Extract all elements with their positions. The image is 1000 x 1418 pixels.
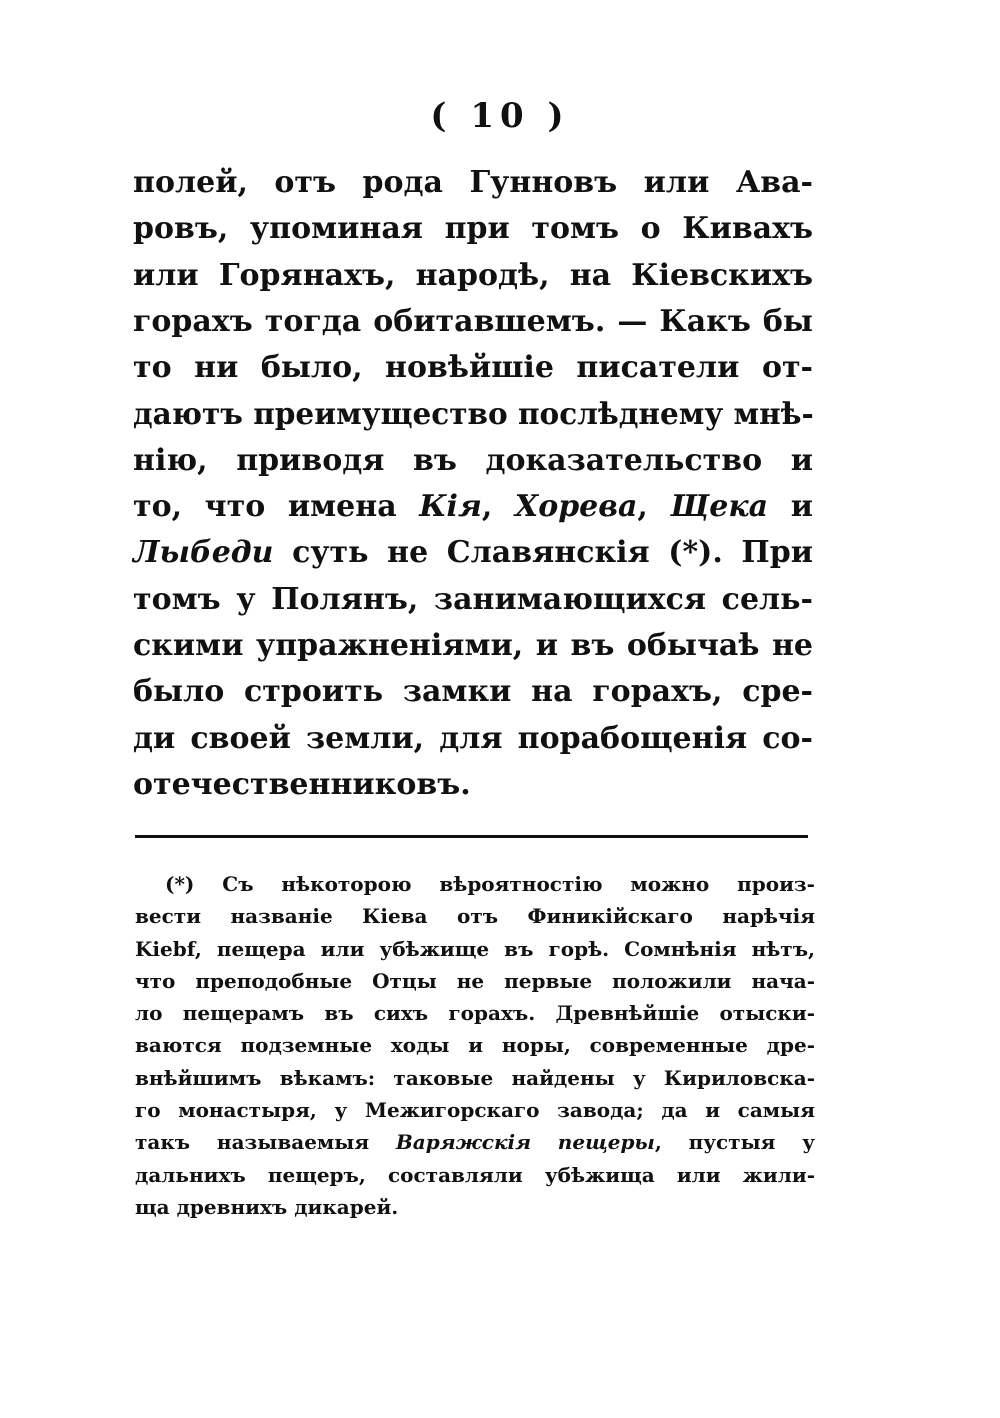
- main-text: [133, 160, 813, 808]
- text-line: даютъ преимущество послѣднему мнѣ-: [133, 396, 814, 432]
- text-line: полей, отъ рода Гунновъ или Ава-: [133, 165, 813, 200]
- text-fragment: то, что имена: [133, 489, 420, 525]
- footnote-line: (*) Съ нѣкоторою вѣроятностію можно произ-: [165, 872, 815, 896]
- page-number: ( 10 ): [430, 96, 570, 136]
- text-line-with-names: [133, 484, 813, 530]
- text-line: скими упражненіями, и въ обычаѣ не: [133, 627, 813, 663]
- footnote-line: ща древнихъ дикарей.: [135, 1194, 399, 1219]
- text-line: ровъ, упоминая при томъ о Кивахъ: [133, 211, 813, 247]
- text-line: то ни было, новѣйшіе писатели от-: [133, 350, 813, 386]
- text-fragment: , пустыя у: [654, 1130, 816, 1155]
- text-line: отечественниковъ.: [133, 766, 471, 802]
- footnote-line: дальнихъ пещеръ, составляли убѣжища или жили-: [135, 1162, 815, 1187]
- text-line: горахъ тогда обитавшемъ. — Какъ бы: [133, 303, 813, 339]
- footnote-line: го монастыря, у Межигорскаго завода; да и самыя: [135, 1098, 815, 1123]
- conjunction: и: [790, 489, 814, 525]
- footnote-line: Kiebf, пещера или убѣжище въ горѣ. Сомнѣнія нѣтъ,: [135, 936, 815, 961]
- footnote-line: внѣйшимъ вѣкамъ: таковые найдены у Кириловска-: [135, 1065, 815, 1090]
- separator: ,: [637, 489, 671, 525]
- text-line: нію, приводя въ доказательство и: [133, 442, 813, 478]
- footnote: [135, 868, 815, 1223]
- separator: ,: [481, 489, 515, 525]
- text-line: ди своей земли, для порабощенія со-: [133, 720, 813, 756]
- varangian-caves-title: Варяжскія пещеры: [395, 1130, 655, 1155]
- footnote-line-with-title: [135, 1126, 815, 1158]
- footnote-line: что преподобные Отцы не первые положили нача-: [135, 968, 815, 993]
- text-line: было строить замки на горахъ, сре-: [133, 674, 813, 710]
- text-line-with-name: [133, 530, 813, 576]
- footnote-line: вести названіе Кіева отъ Финикійскаго нарѣчія: [135, 904, 815, 929]
- name-shchek: Щека: [670, 489, 769, 525]
- text-fragment: такъ называемыя: [135, 1130, 396, 1155]
- name-kiy: Кія: [419, 489, 482, 525]
- footnote-line: ваются подземные ходы и норы, современные дре-: [135, 1033, 815, 1058]
- name-lybed: Лыбеди: [133, 535, 274, 571]
- footnote-line: ло пещерамъ въ сихъ горахъ. Древнѣйшіе отыски-: [135, 1001, 815, 1026]
- text-line: или Горянахъ, народѣ, на Кіевскихъ: [133, 257, 813, 293]
- name-khorev: Хорева: [514, 489, 638, 525]
- text-line: томъ у Полянъ, занимающихся сель-: [133, 581, 813, 617]
- footnote-divider: [135, 835, 808, 838]
- text-fragment: суть не Славянскія (*). При: [273, 535, 813, 571]
